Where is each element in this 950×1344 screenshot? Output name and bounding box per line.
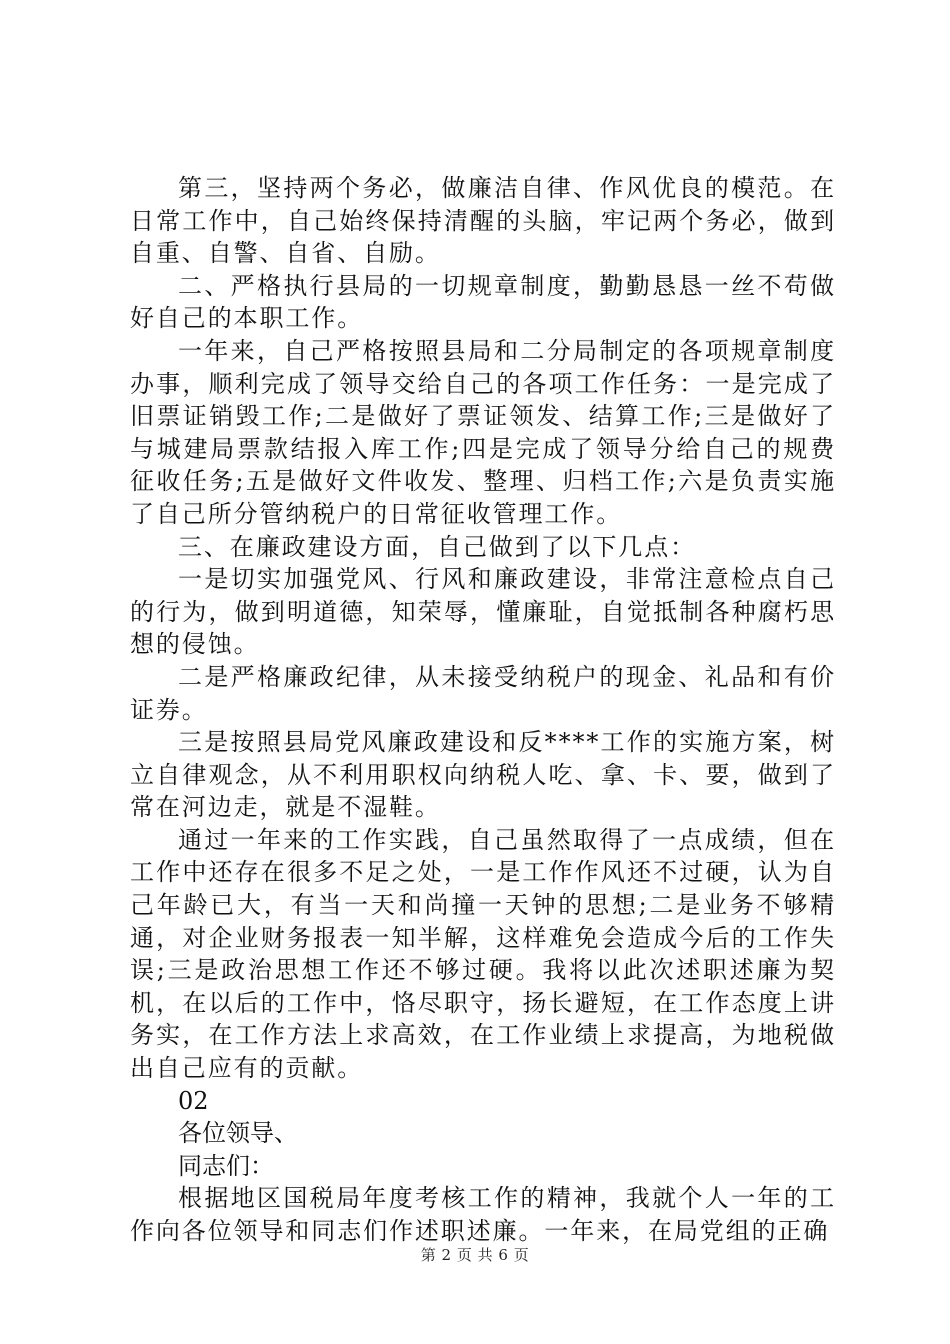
- paragraph-point-two: 二是严格廉政纪律，从未接受纳税户的现金、礼品和有价证券。: [130, 662, 836, 724]
- paragraph-report-intro: 根据地区国税局年度考核工作的精神，我就个人一年的工作向各位领导和同志们作述职述廉。一年来，在局党组的正确: [130, 1184, 836, 1245]
- paragraph-point-one: 一是切实加强党风、行风和廉政建设，非常注意检点自己的行为，做到明道德，知荣辱，懂廉耻，自觉抵制各种腐朽思想的侵蚀。: [130, 565, 836, 659]
- paragraph-section-two-heading: 二、严格执行县局的一切规章制度，勤勤恳恳一丝不苟做好自己的本职工作。: [130, 271, 836, 333]
- paragraph-point-three: 三是按照县局党风廉政建设和反****工作的实施方案，树立自律观念，从不利用职权向纳税人吃、拿、卡、要，做到了常在河边走，就是不湿鞋。: [130, 728, 836, 822]
- paragraph-summary: 通过一年来的工作实践，自己虽然取得了一点成绩，但在工作中还存在很多不足之处，一是工作作风还不过硬，认为自己年龄已大，有当一天和尚撞一天钟的思想;二是业务不够精通，对企业财务报表一知半解，这样难免会造成今后的工作失误;三是政治思想工作还不够过硬。我将以此次述职述廉为契机，在以后的工作中，恪尽职守，扬长避短，在工作态度上讲务实，在工作方法上求高效，在工作业绩上求提高，为地税做出自己应有的贡献。: [130, 825, 836, 1083]
- salutation-comrades: 同志们：: [178, 1151, 274, 1180]
- page-number-footer: 第 2 页 共 6 页: [420, 1246, 530, 1264]
- paragraph-principle-three: 第三，坚持两个务必，做廉洁自律、作风优良的模范。在日常工作中，自己始终保持清醒的头脑，牢记两个务必，做到自重、自警、自省、自励。: [130, 174, 836, 268]
- paragraph-section-three-heading: 三、在廉政建设方面，自己做到了以下几点：: [178, 532, 696, 561]
- section-number: 02: [178, 1086, 209, 1115]
- paragraph-work-tasks: 一年来，自己严格按照县局和二分局制定的各项规章制度办事，顺利完成了领导交给自己的各项工作任务：一是完成了旧票证销毁工作;二是做好了票证领发、结算工作;三是做好了与城建局票款结报入库工作;四是完成了领导分给自己的规费征收任务;五是做好文件收发、整理、归档工作;六是负责实施了自己所分管纳税户的日常征收管理工作。: [130, 336, 836, 528]
- salutation-leaders: 各位领导、: [178, 1119, 298, 1148]
- document-body: [130, 172, 836, 1248]
